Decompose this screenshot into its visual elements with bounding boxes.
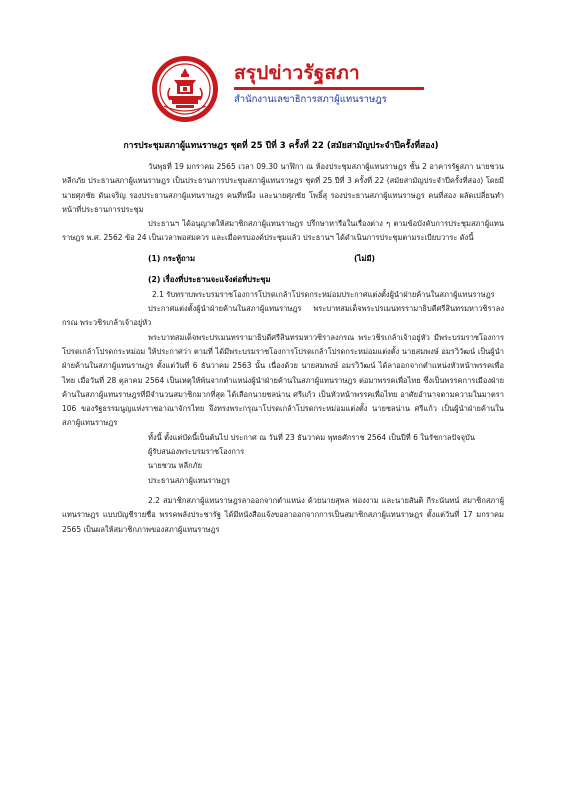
paragraph-2-1: 2.1 รับทราบพระบรมราชโองการโปรดเกล้าโปรดกระหม่อมประกาศแต่งตั้งผู้นำฝ่ายค้านในสภาผู้แทนราษฎร bbox=[152, 289, 495, 299]
signature-line-2: นายชวน หลีกภัย bbox=[148, 461, 202, 471]
agenda-item-1-label: (1) กระทู้ถาม bbox=[148, 253, 196, 263]
brand-subtitle: สำนักงานเลขาธิการสภาผู้แทนราษฎร bbox=[234, 94, 387, 105]
paragraph-opening: วันพุธที่ 19 มกราคม 2565 เวลา 09.30 นาฬิกา ณ ห้องประชุมสภาผู้แทนราษฎร ชั้น 2 อาคารรัฐสภา นายชวน หลีกภัย ประธานสภาผู้แทนราษฎร เป็นประธานการประชุมสภาผู้แทนราษฎร ชุดที่ 25 ปีที่ 3 ครั้งที่ 22 (สมัยสามัญประจำปีครั้งที่สอง) โดยมี นายศุภชัย ดันเจริญ รองประธานสภาผู้แทนราษฎร คนที่หนึ่ง และนายศุภชัย โพธิ์สุ รองประธานสภาผู้แทนราษฎร คนที่สอง ผลัดเปลี่ยนทำหน้าที่ประธานการประชุม bbox=[62, 162, 504, 214]
brand-divider bbox=[234, 87, 424, 90]
header-banner bbox=[150, 54, 450, 114]
paragraph-discussion: ประธานฯ ได้อนุญาตให้สมาชิกสภาผู้แทนราษฎร ปรึกษาหารือในเรื่องต่าง ๆ ตามข้อบังคับการประชุมสภาผู้แทนราษฎร พ.ศ. 2562 ข้อ 24 เป็นเวลาพอสมควร และเมื่อครบองค์ประชุมแล้ว ประธานฯ ได้ดำเนินการประชุมตามระเบียบวาระ ดังนี้ bbox=[62, 219, 504, 243]
agenda-item-1 bbox=[62, 252, 504, 267]
agenda-item-1-value: (ไม่มี) bbox=[354, 253, 376, 263]
paragraph-effective: ทั้งนี้ ตั้งแต่บัดนี้เป็นต้นไป ประกาศ ณ วันที่ 23 ธันวาคม พุทธศักราช 2564 เป็นปีที่ 6 ในรัชกาลปัจจุบัน bbox=[148, 432, 475, 442]
document-title: การประชุมสภาผู้แทนราษฎร ชุดที่ 25 ปีที่ 3 ครั้งที่ 22 (สมัยสามัญประจำปีครั้งที่สอง) bbox=[123, 141, 439, 151]
paragraph-royal-command: พระบาทสมเด็จพระปรเมนทรรามาธิบดีศรีสินทรมหาวชิราลงกรณ พระวชิรเกล้าเจ้าอยู่หัว มีพระบรมราชโองการโปรดเกล้าโปรดกระหม่อม ให้ประกาศว่า ตามที่ ได้มีพระบรมราชโองการโปรดเกล้าโปรดกระหม่อมแต่งตั้ง นายสมพงษ์ อมรวิวัฒน์ เป็นผู้นำฝ่ายค้านในสภาผู้แทนราษฎร ตั้งแต่วันที่ 6 ธันวาคม 2563 นั้น เนื่องด้วย นายสมพงษ์ อมรวิวัฒน์ ได้ลาออกจากตำแหน่งหัวหน้าพรรคเพื่อไทย เมื่อวันที่ 28 ตุลาคม 2564 เป็นเหตุให้พ้นจากตำแหน่งผู้นำฝ่ายค้านในสภาผู้แทนราษฎร ต่อมาพรรคเพื่อไทย ซึ่งเป็นพรรคการเมืองฝ่ายค้านในสภาผู้แทนราษฎรที่มีจำนวนสมาชิกมากที่สุด ได้เลือกนายชลน่าน ศรีแก้ว เป็นหัวหน้าพรรคเพื่อไทย อาศัยอำนาจตามความในมาตรา 106 ของรัฐธรรมนูญแห่งราชอาณาจักรไทย จึงทรงพระกรุณาโปรดเกล้าโปรดกระหม่อมแต่งตั้ง นายชลน่าน ศรีแก้ว เป็นผู้นำฝ่ายค้านในสภาผู้แทนราษฎร bbox=[62, 332, 504, 428]
paragraph-announcement: ประกาศแต่งตั้งผู้นำฝ่ายค้านในสภาผู้แทนราษฎร พระบาทสมเด็จพระปรเมนทรรามาธิบดีศรีสินทรมหาวชิราลงกรณ พระวชิรเกล้าเจ้าอยู่หัว bbox=[62, 304, 504, 328]
paragraph-2-2: 2.2 สมาชิกสภาผู้แทนราษฎรลาออกจากตำแหน่ง ด้วยนายสุพล ฟองงาม และนายสันติ กีระนันทน์ สมาชิกสภาผู้แทนราษฎร แบบบัญชีรายชื่อ พรรคพลังประชารัฐ ได้มีหนังสือแจ้งขอลาออกจากการเป็นสมาชิกสภาผู้แทนราษฎร ตั้งแต่วันที่ 17 มกราคม 2565 เป็นผลให้สมาชิกภาพของสภาผู้แทนราษฎร bbox=[62, 495, 504, 534]
agenda-item-2-label: (2) เรื่องที่ประธานจะแจ้งต่อที่ประชุม bbox=[148, 274, 271, 284]
agenda-item-2 bbox=[62, 273, 504, 288]
signature-line-1: ผู้รับสนองพระบรมราชโองการ bbox=[148, 447, 245, 457]
parliament-seal-icon bbox=[150, 54, 220, 124]
document-body bbox=[62, 160, 504, 537]
signature-line-3: ประธานสภาผู้แทนราษฎร bbox=[148, 475, 231, 485]
brand-title: สรุปข่าวรัฐสภา bbox=[234, 62, 360, 84]
